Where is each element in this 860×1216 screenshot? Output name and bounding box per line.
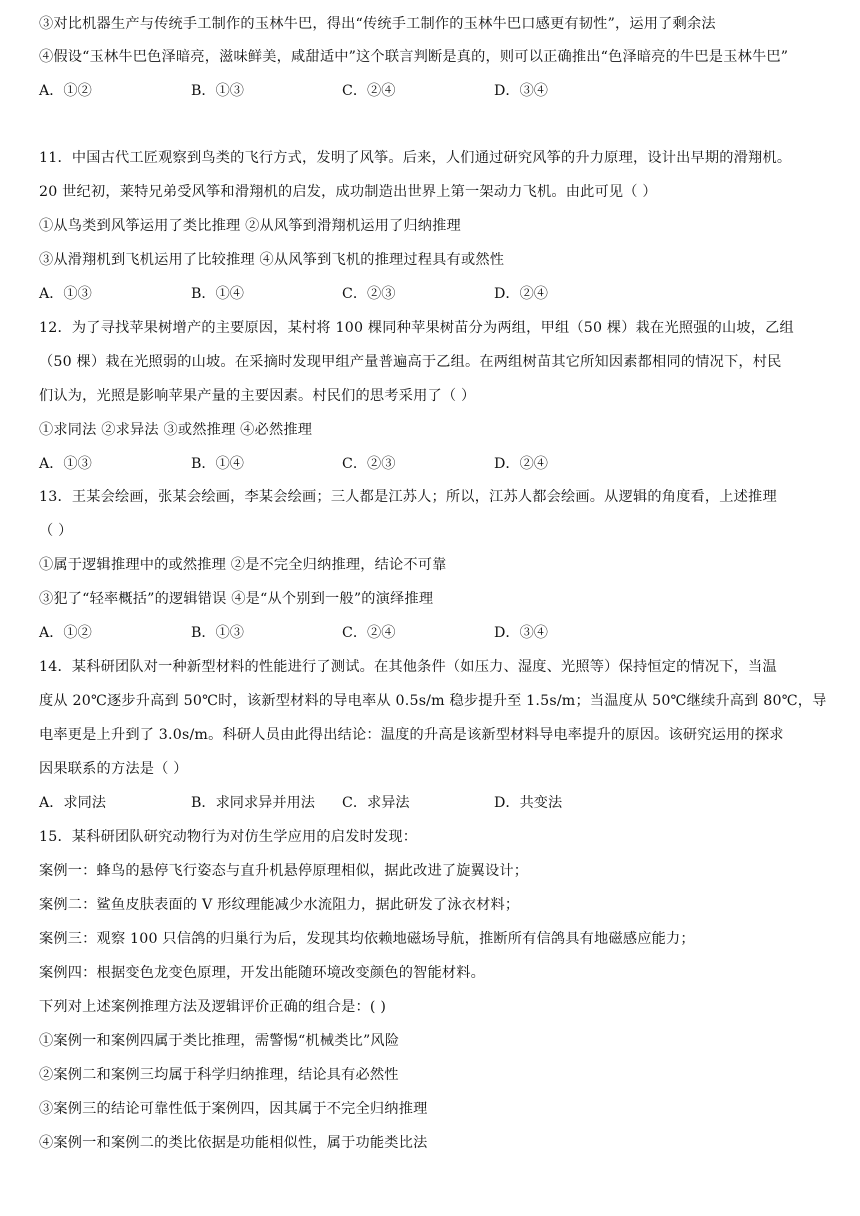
q14-option-a: A．求同法 <box>39 795 106 811</box>
q13-option-d: D．③④ <box>494 625 548 641</box>
q13-items-1: ①属于逻辑推理中的或然推理 ②是不完全归纳推理，结论不可靠 <box>39 557 447 573</box>
q10-option-a: A．①② <box>39 83 92 99</box>
q13-items-2: ③犯了“轻率概括”的逻辑错误 ④是“从个别到一般”的演绎推理 <box>39 591 434 607</box>
q11-stem: 11．中国古代工匠观察到鸟类的飞行方式，发明了风筝。后来，人们通过研究风筝的升力原理，设计出早期的滑翔机。 <box>39 150 792 166</box>
q14-option-b: B．求同求异并用法 <box>191 795 315 811</box>
q11-stem-cont: 20 世纪初，莱特兄弟受风筝和滑翔机的启发，成功制造出世界上第一架动力飞机。由此可见（ ） <box>39 184 657 200</box>
q15-item-3: ③案例三的结论可靠性低于案例四，因其属于不完全归纳推理 <box>39 1101 428 1117</box>
q10-item-4: ④假设“玉林牛巴色泽暗亮，滋味鲜美，咸甜适中”这个联言判断是真的，则可以正确推出“色泽暗亮的牛巴是玉林牛巴” <box>39 49 789 65</box>
q10-option-c: C．②④ <box>342 83 396 99</box>
q15-item-1: ①案例一和案例四属于类比推理，需警惕“机械类比”风险 <box>39 1033 400 1049</box>
q11-option-d: D．②④ <box>494 286 548 302</box>
q12-stem: 12．为了寻找苹果树增产的主要原因，某村将 100 棵同种苹果树苗分为两组，甲组（50 棵）栽在光照强的山坡，乙组 <box>39 320 794 336</box>
q12-option-d: D．②④ <box>494 456 548 472</box>
q12-stem-cont-1: （50 棵）栽在光照弱的山坡。在采摘时发现甲组产量普遍高于乙组。在两组树苗其它所知因素都相同的情况下，村民 <box>39 354 782 370</box>
q10-option-d: D．③④ <box>494 83 548 99</box>
q14-stem-cont-2: 电率更是上升到了 3.0s/m。科研人员由此得出结论：温度的升高是该新型材料导电率提升的原因。该研究运用的探求 <box>39 727 784 743</box>
q15-case-4: 案例四：根据变色龙变色原理，开发出能随环境改变颜色的智能材料。 <box>39 965 486 981</box>
q12-stem-cont-2: 们认为，光照是影响苹果产量的主要因素。村民们的思考采用了（ ） <box>39 388 476 404</box>
q14-stem: 14．某科研团队对一种新型材料的性能进行了测试。在其他条件（如压力、湿度、光照等）保持恒定的情况下，当温 <box>39 659 777 675</box>
q10-item-3: ③对比机器生产与传统手工制作的玉林牛巴，得出“传统手工制作的玉林牛巴口感更有韧性”，运用了剩余法 <box>39 16 716 32</box>
q11-option-a: A．①③ <box>39 286 92 302</box>
q11-option-b: B．①④ <box>191 286 244 302</box>
q14-stem-cont-1: 度从 20℃逐步升高到 50℃时，该新型材料的导电率从 0.5s/m 稳步提升至 1.5s/m；当温度从 50℃继续升高到 80℃，导 <box>39 693 827 709</box>
q13-option-c: C．②④ <box>342 625 396 641</box>
q11-items-2: ③从滑翔机到飞机运用了比较推理 ④从风筝到飞机的推理过程具有或然性 <box>39 252 505 268</box>
q11-items-1: ①从鸟类到风筝运用了类比推理 ②从风筝到滑翔机运用了归纳推理 <box>39 218 461 234</box>
q15-stem: 15．某科研团队研究动物行为对仿生学应用的启发时发现： <box>39 829 418 845</box>
q12-option-b: B．①④ <box>191 456 244 472</box>
q14-option-d: D．共变法 <box>494 795 563 811</box>
q13-stem: 13．王某会绘画，张某会绘画，李某会绘画；三人都是江苏人；所以，江苏人都会绘画。从逻辑的角度看，上述推理 <box>39 489 777 505</box>
q15-case-3: 案例三：观察 100 只信鸽的归巢行为后，发现其均依赖地磁场导航，推断所有信鸽具有地磁感应能力； <box>39 931 695 947</box>
q12-items-1: ①求同法 ②求异法 ③或然推理 ④必然推理 <box>39 422 313 438</box>
q15-case-2: 案例二：鲨鱼皮肤表面的 V 形纹理能减少水流阻力，据此研发了泳衣材料； <box>39 897 520 913</box>
q15-question: 下列对上述案例推理方法及逻辑评价正确的组合是：( ) <box>39 999 387 1015</box>
q14-stem-cont-3: 因果联系的方法是（ ） <box>39 761 188 777</box>
q12-option-c: C．②③ <box>342 456 396 472</box>
q13-stem-cont: （ ） <box>39 523 73 539</box>
q13-option-a: A．①② <box>39 625 92 641</box>
q15-item-2: ②案例二和案例三均属于科学归纳推理，结论具有必然性 <box>39 1067 399 1083</box>
q13-option-b: B．①③ <box>191 625 244 641</box>
q15-case-1: 案例一：蜂鸟的悬停飞行姿态与直升机悬停原理相似，据此改进了旋翼设计； <box>39 863 529 879</box>
q11-option-c: C．②③ <box>342 286 396 302</box>
q15-item-4: ④案例一和案例二的类比依据是功能相似性，属于功能类比法 <box>39 1135 428 1151</box>
q10-option-b: B．①③ <box>191 83 244 99</box>
q14-option-c: C．求异法 <box>342 795 410 811</box>
q12-option-a: A．①③ <box>39 456 92 472</box>
